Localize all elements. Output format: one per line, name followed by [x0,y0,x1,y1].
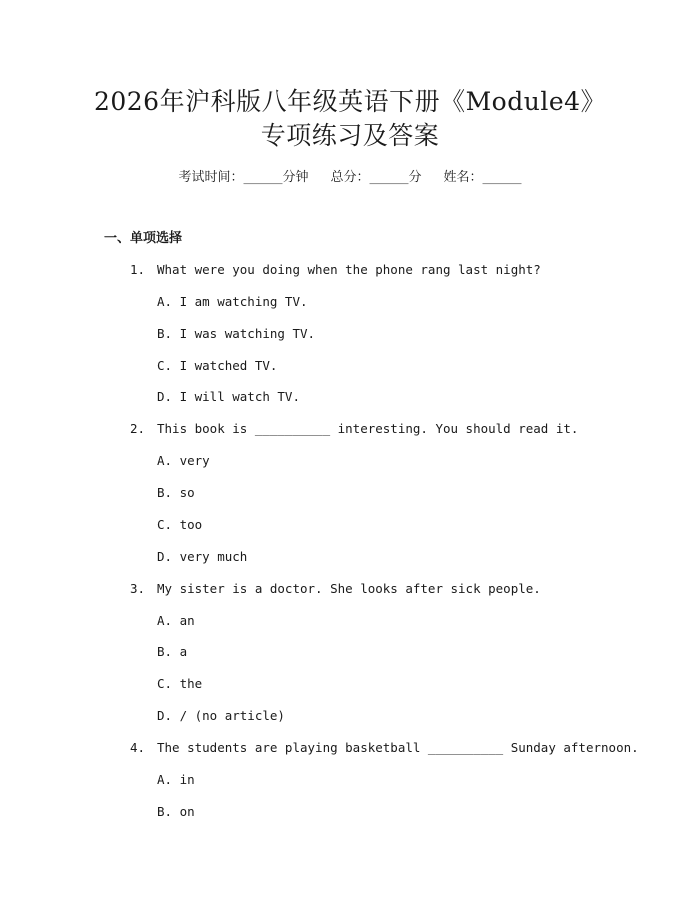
option-c: C. the [157,676,203,691]
option-a: A. in [157,772,195,787]
option-c: C. too [157,517,203,532]
question-text: What were you doing when the phone rang last night? [157,262,541,277]
student-name: 姓名：______ [443,170,522,185]
question-text: This book is __________ interesting. You should read it. [157,421,579,436]
option-b: B. a [157,644,188,659]
question-number: 4. [130,740,146,755]
option-d: D. / (no article) [157,708,285,723]
option-b: B. on [157,804,195,819]
page-title-line-2: 专项练习及答案 [260,121,440,150]
question-text: My sister is a doctor. She looks after sick people. [157,581,541,596]
option-c: C. I watched TV. [157,358,278,373]
page-title-line-1: 2026年沪科版八年级英语下册《Module4》 [93,87,607,116]
section-title: 一、单项选择 [104,231,183,246]
option-d: D. I will watch TV. [157,389,300,404]
question-number: 2. [130,421,146,436]
exam-time: 考试时间：______分钟 [178,170,309,185]
option-a: A. very [157,453,210,468]
option-b: B. so [157,485,195,500]
option-a: A. an [157,613,195,628]
option-a: A. I am watching TV. [157,294,308,309]
question-text: The students are playing basketball __________ Sunday afternoon. [157,740,639,755]
option-b: B. I was watching TV. [157,326,316,341]
option-d: D. very much [157,549,248,564]
exam-info [0,168,700,188]
question-number: 1. [130,262,146,277]
total-score: 总分：______分 [330,170,422,185]
question-number: 3. [130,581,146,596]
